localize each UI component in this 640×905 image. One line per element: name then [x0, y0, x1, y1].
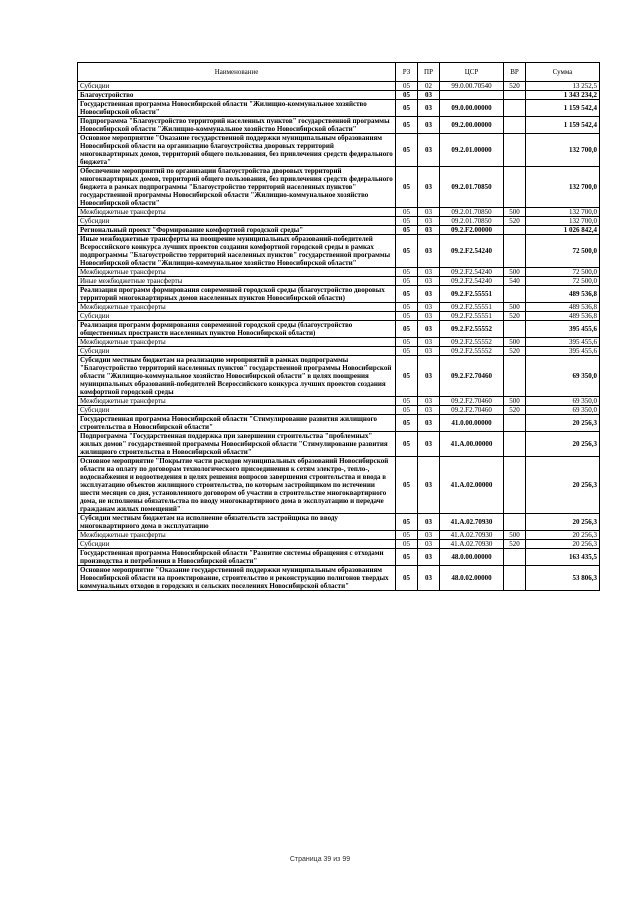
cell-pr: 03	[418, 134, 440, 167]
cell-rz: 05	[396, 432, 418, 457]
cell-name: Субсидии	[78, 540, 396, 549]
cell-pr: 03	[418, 338, 440, 347]
cell-pr: 03	[418, 356, 440, 397]
cell-csr: 09.2.F2.70460	[440, 356, 504, 397]
cell-name: Государственная программа Новосибирской области "Стимулирование развития жилищного строительства в Новосибирской области"	[78, 415, 396, 432]
cell-sum: 20 256,3	[526, 540, 600, 549]
cell-vr	[504, 549, 526, 566]
cell-rz: 05	[396, 82, 418, 91]
cell-vr: 500	[504, 397, 526, 406]
table-header-row	[78, 63, 600, 82]
cell-pr: 03	[418, 235, 440, 268]
cell-pr: 03	[418, 208, 440, 217]
table-row	[78, 531, 600, 540]
cell-sum: 72 500,0	[526, 235, 600, 268]
cell-vr: 520	[504, 406, 526, 415]
cell-rz: 05	[396, 347, 418, 356]
cell-csr: 09.2.F2.55551	[440, 303, 504, 312]
cell-pr: 03	[418, 457, 440, 514]
cell-name: Межбюджетные трансферты	[78, 268, 396, 277]
cell-name: Иные межбюджетные трансферты на поощрение муниципальных образований-победителей Всероссийского конкурса лучших проектов создания комфортной городской среды в рамках подпрограммы "Благоустройство территорий населенных пунктов" государственной программы Новосибирской области "Жилищно-коммунальное хозяйство Новосибирской области"	[78, 235, 396, 268]
cell-name: Обеспечение мероприятий по организации благоустройства дворовых территорий многоквартирных домов, территорий общего пользования, без привлечения средств федерального бюджета в рамках подпрограммы "Благоустройство территорий населенных пунктов" государственной программы Новосибирской области "Жилищно-коммунальное хозяйство Новосибирской области"	[78, 167, 396, 208]
cell-sum: 489 536,8	[526, 312, 600, 321]
cell-sum: 489 536,8	[526, 286, 600, 303]
cell-rz: 05	[396, 235, 418, 268]
header-pr: ПР	[418, 63, 440, 82]
cell-vr: 500	[504, 208, 526, 217]
cell-csr: 41.А.02.70930	[440, 531, 504, 540]
table-row	[78, 167, 600, 208]
table-row	[78, 540, 600, 549]
cell-name: Межбюджетные трансферты	[78, 531, 396, 540]
cell-vr	[504, 100, 526, 117]
table-row	[78, 406, 600, 415]
cell-name: Субсидии	[78, 347, 396, 356]
cell-rz: 05	[396, 406, 418, 415]
cell-vr: 500	[504, 338, 526, 347]
cell-rz: 05	[396, 540, 418, 549]
table-row	[78, 235, 600, 268]
cell-vr	[504, 321, 526, 338]
cell-sum: 132 700,0	[526, 167, 600, 208]
cell-name: Основное мероприятие "Оказание государственной поддержки муниципальным образованиям Новосибирской области на организацию благоустройства дворовых территорий многоквартирных домов, территорий общего пользования, без привлечения средств федерального бюджета"	[78, 134, 396, 167]
cell-csr: 41.А.00.00000	[440, 432, 504, 457]
cell-name: Субсидии местным бюджетам на исполнение обязательств застройщика по вводу многоквартирного дома в эксплуатацию	[78, 514, 396, 531]
cell-csr: 09.2.01.70850	[440, 208, 504, 217]
cell-vr	[504, 415, 526, 432]
cell-rz: 05	[396, 566, 418, 591]
cell-csr: 48.0.00.00000	[440, 549, 504, 566]
cell-name: Реализация программ формирования современной городской среды (благоустройство общественных пространств населенных пунктов Новосибирской области)	[78, 321, 396, 338]
cell-pr: 03	[418, 432, 440, 457]
cell-vr	[504, 566, 526, 591]
table-row	[78, 117, 600, 134]
cell-vr	[504, 457, 526, 514]
cell-pr: 03	[418, 303, 440, 312]
cell-rz: 05	[396, 167, 418, 208]
cell-name: Основное мероприятие "Оказание государственной поддержки муниципальным образованиям Новосибирской области на проектирование, строительство и реконструкцию полигонов твердых коммунальных отходов в городских и сельских поселениях Новосибирской области"	[78, 566, 396, 591]
cell-pr: 03	[418, 514, 440, 531]
header-name: Наименование	[78, 63, 396, 82]
table-row	[78, 514, 600, 531]
cell-pr: 03	[418, 91, 440, 100]
cell-pr: 03	[418, 167, 440, 208]
table-row	[78, 303, 600, 312]
header-rz: РЗ	[396, 63, 418, 82]
table-row	[78, 321, 600, 338]
cell-pr: 03	[418, 268, 440, 277]
cell-vr	[504, 514, 526, 531]
cell-csr: 09.2.F2.55552	[440, 347, 504, 356]
table-row	[78, 268, 600, 277]
cell-rz: 05	[396, 415, 418, 432]
cell-sum: 69 350,0	[526, 356, 600, 397]
cell-name: Подпрограмма "Благоустройство территорий населенных пунктов" государственной программы Новосибирской области "Жилищно-коммунальное хозяйство Новосибирской области"	[78, 117, 396, 134]
cell-pr: 03	[418, 415, 440, 432]
cell-csr: 09.0.00.00000	[440, 100, 504, 117]
cell-csr: 09.2.F2.55551	[440, 312, 504, 321]
cell-rz: 05	[396, 312, 418, 321]
cell-sum: 163 435,5	[526, 549, 600, 566]
cell-name: Государственная программа Новосибирской области "Жилищно-коммунальное хозяйство Новосибирской области"	[78, 100, 396, 117]
cell-sum: 1 343 234,2	[526, 91, 600, 100]
cell-vr: 500	[504, 303, 526, 312]
cell-vr: 500	[504, 531, 526, 540]
cell-sum: 1 159 542,4	[526, 117, 600, 134]
budget-table	[77, 62, 600, 591]
header-vr: ВР	[504, 63, 526, 82]
cell-name: Субсидии	[78, 82, 396, 91]
table-row	[78, 566, 600, 591]
cell-sum: 20 256,3	[526, 457, 600, 514]
cell-rz: 05	[396, 397, 418, 406]
cell-rz: 05	[396, 457, 418, 514]
cell-vr	[504, 286, 526, 303]
table-row	[78, 312, 600, 321]
cell-vr: 520	[504, 312, 526, 321]
cell-csr: 09.2.01.00000	[440, 134, 504, 167]
cell-pr: 03	[418, 100, 440, 117]
cell-name: Межбюджетные трансферты	[78, 208, 396, 217]
cell-name: Региональный проект "Формирование комфортной городской среды"	[78, 226, 396, 235]
cell-name: Подпрограмма "Государственная поддержка при завершении строительства "проблемных" жилых домов" государственной программы Новосибирской области "Стимулирование развития жилищного строительства в Новосибирской области"	[78, 432, 396, 457]
table-body	[78, 82, 600, 591]
cell-pr: 03	[418, 566, 440, 591]
cell-sum: 13 252,5	[526, 82, 600, 91]
cell-csr: 09.2.F2.55552	[440, 321, 504, 338]
table-row	[78, 217, 600, 226]
cell-sum: 20 256,3	[526, 432, 600, 457]
cell-rz: 05	[396, 549, 418, 566]
cell-csr: 09.2.01.70850	[440, 167, 504, 208]
cell-rz: 05	[396, 321, 418, 338]
cell-sum: 395 455,6	[526, 338, 600, 347]
cell-csr: 09.2.F2.55551	[440, 286, 504, 303]
cell-name: Межбюджетные трансферты	[78, 303, 396, 312]
table-row	[78, 286, 600, 303]
cell-csr: 09.2.F2.70460	[440, 397, 504, 406]
cell-vr: 540	[504, 277, 526, 286]
cell-pr: 03	[418, 347, 440, 356]
cell-csr: 41.А.02.00000	[440, 457, 504, 514]
cell-rz: 05	[396, 134, 418, 167]
cell-pr: 03	[418, 397, 440, 406]
cell-rz: 05	[396, 277, 418, 286]
cell-rz: 05	[396, 303, 418, 312]
cell-pr: 03	[418, 277, 440, 286]
cell-csr: 41.А.02.70930	[440, 514, 504, 531]
table-row	[78, 82, 600, 91]
cell-sum: 72 500,0	[526, 268, 600, 277]
cell-pr: 03	[418, 531, 440, 540]
cell-sum: 20 256,3	[526, 514, 600, 531]
page-footer: Страница 39 из 99	[289, 856, 351, 863]
cell-rz: 05	[396, 286, 418, 303]
cell-vr: 520	[504, 540, 526, 549]
cell-pr: 03	[418, 217, 440, 226]
cell-rz: 05	[396, 226, 418, 235]
cell-sum: 395 455,6	[526, 347, 600, 356]
cell-sum: 20 256,3	[526, 415, 600, 432]
cell-vr	[504, 356, 526, 397]
cell-sum: 20 256,3	[526, 531, 600, 540]
table-row	[78, 397, 600, 406]
cell-name: Межбюджетные трансферты	[78, 397, 396, 406]
cell-vr	[504, 117, 526, 134]
cell-rz: 05	[396, 208, 418, 217]
cell-rz: 05	[396, 91, 418, 100]
cell-pr: 03	[418, 549, 440, 566]
cell-rz: 05	[396, 531, 418, 540]
cell-vr: 520	[504, 217, 526, 226]
cell-pr: 03	[418, 540, 440, 549]
cell-name: Субсидии	[78, 312, 396, 321]
header-csr: ЦСР	[440, 63, 504, 82]
cell-sum: 69 350,0	[526, 397, 600, 406]
cell-sum: 72 500,0	[526, 277, 600, 286]
cell-vr	[504, 432, 526, 457]
table-row	[78, 432, 600, 457]
cell-rz: 05	[396, 514, 418, 531]
cell-sum: 489 536,8	[526, 303, 600, 312]
cell-vr	[504, 91, 526, 100]
cell-rz: 05	[396, 117, 418, 134]
cell-csr	[440, 91, 504, 100]
cell-sum: 132 700,0	[526, 217, 600, 226]
cell-rz: 05	[396, 338, 418, 347]
table-row	[78, 208, 600, 217]
cell-name: Субсидии местным бюджетам на реализацию мероприятий в рамках подпрограммы "Благоустройство территорий населенных пунктов" государственной программы Новосибирской области "Жилищно-коммунальное хозяйство Новосибирской области" в целях поощрения муниципальных образований-победителей Всероссийского конкурса лучших проектов создания комфортной городской среды	[78, 356, 396, 397]
cell-name: Субсидии	[78, 217, 396, 226]
cell-sum: 53 806,3	[526, 566, 600, 591]
cell-pr: 03	[418, 406, 440, 415]
cell-pr: 03	[418, 117, 440, 134]
cell-csr: 99.0.00.70540	[440, 82, 504, 91]
cell-vr	[504, 235, 526, 268]
cell-rz: 05	[396, 268, 418, 277]
cell-sum: 132 700,0	[526, 134, 600, 167]
table-row	[78, 356, 600, 397]
cell-sum: 1 026 842,4	[526, 226, 600, 235]
cell-sum: 69 350,0	[526, 406, 600, 415]
table-row	[78, 100, 600, 117]
table-row	[78, 134, 600, 167]
cell-vr: 520	[504, 347, 526, 356]
cell-name: Межбюджетные трансферты	[78, 338, 396, 347]
cell-csr: 09.2.F2.54240	[440, 235, 504, 268]
cell-sum: 132 700,0	[526, 208, 600, 217]
cell-csr: 09.2.00.00000	[440, 117, 504, 134]
table-row	[78, 226, 600, 235]
cell-pr: 03	[418, 312, 440, 321]
table-row	[78, 91, 600, 100]
table-row	[78, 415, 600, 432]
table-row	[78, 277, 600, 286]
cell-sum: 1 159 542,4	[526, 100, 600, 117]
cell-csr: 09.2.F2.00000	[440, 226, 504, 235]
header-sum: Сумма	[526, 63, 600, 82]
table-row	[78, 338, 600, 347]
cell-vr: 520	[504, 82, 526, 91]
cell-rz: 05	[396, 100, 418, 117]
cell-name: Государственная программа Новосибирской области "Развитие системы обращения с отходами производства и потребления в Новосибирской области"	[78, 549, 396, 566]
cell-sum: 395 455,6	[526, 321, 600, 338]
cell-csr: 09.2.F2.54240	[440, 277, 504, 286]
cell-name: Благоустройство	[78, 91, 396, 100]
cell-name: Реализация программ формирования современной городской среды (благоустройство дворовых территорий многоквартирных домов населенных пунктов Новосибирской области)	[78, 286, 396, 303]
cell-name: Иные межбюджетные трансферты	[78, 277, 396, 286]
cell-csr: 48.0.02.00000	[440, 566, 504, 591]
table-row	[78, 549, 600, 566]
cell-pr: 03	[418, 321, 440, 338]
cell-csr: 09.2.F2.54240	[440, 268, 504, 277]
cell-csr: 09.2.F2.70460	[440, 406, 504, 415]
cell-csr: 09.2.F2.55552	[440, 338, 504, 347]
cell-name: Субсидии	[78, 406, 396, 415]
cell-rz: 05	[396, 356, 418, 397]
cell-vr	[504, 134, 526, 167]
cell-name: Основное мероприятие "Покрытие части расходов муниципальных образований Новосибирской области на оплату по договорам технологического присоединения к сетям электро-, тепло-, водоснабжения и водоотведения в целях решения вопросов завершения строительства и ввода в эксплуатацию объектов жилищного строительства, по которым застройщиком по истечении шести месяцев со дня, установленного договором об участии в строительстве многоквартирного дома, не исполнены обязательства по вводу многоквартирного дома в эксплуатацию и передаче гражданам жилых помещений"	[78, 457, 396, 514]
cell-rz: 05	[396, 217, 418, 226]
cell-csr: 41.0.00.00000	[440, 415, 504, 432]
cell-pr: 02	[418, 82, 440, 91]
cell-vr: 500	[504, 268, 526, 277]
cell-pr: 03	[418, 226, 440, 235]
cell-csr: 41.А.02.70930	[440, 540, 504, 549]
cell-csr: 09.2.01.70850	[440, 217, 504, 226]
cell-vr	[504, 226, 526, 235]
cell-pr: 03	[418, 286, 440, 303]
cell-vr	[504, 167, 526, 208]
table-row	[78, 457, 600, 514]
table-row	[78, 347, 600, 356]
